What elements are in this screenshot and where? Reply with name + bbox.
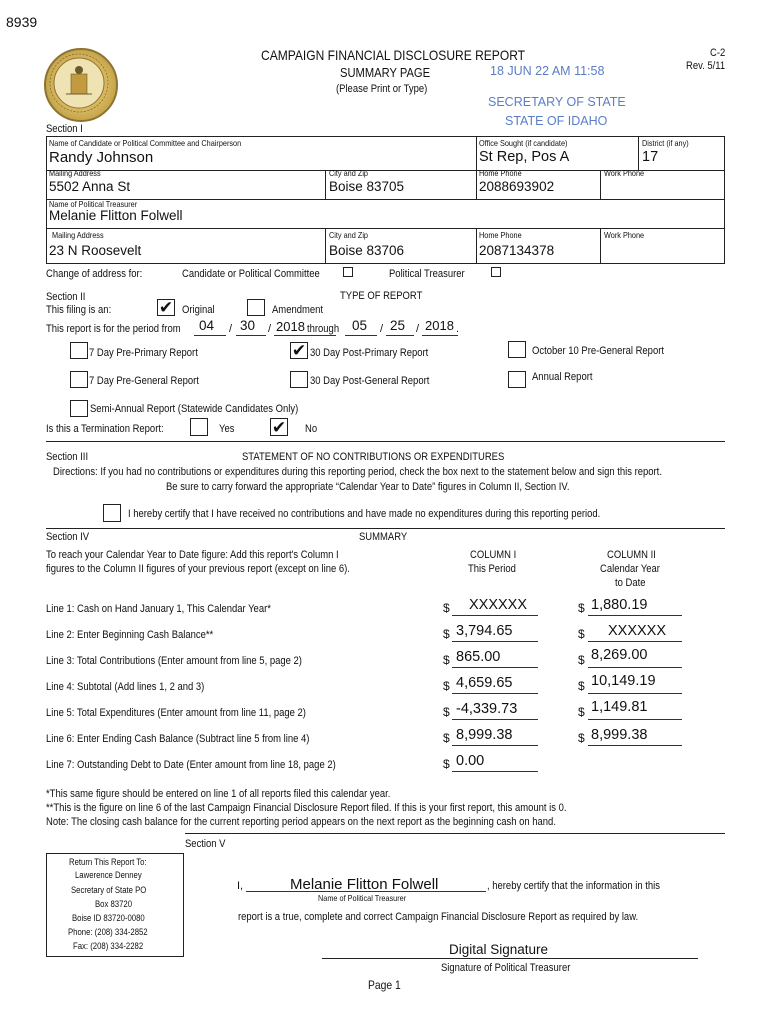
line-label: Line 4: Subtotal (Add lines 1, 2 and 3) (46, 681, 205, 693)
annual-report-checkbox[interactable] (508, 371, 526, 388)
no-contributions-checkbox[interactable] (103, 504, 121, 522)
home-phone-field[interactable]: 2088693902 (479, 179, 555, 194)
from-day-field[interactable]: 30 (240, 318, 256, 333)
certify-text-2: report is a true, complete and correct Campaign Financial Disclosure Report as required by law. (238, 911, 639, 923)
currency-symbol: $ (443, 757, 450, 771)
summary-intro-2: figures to the Column II figures of your previous report (except on line 6). (46, 563, 350, 575)
return-line: Lawerence Denney (75, 870, 142, 880)
currency-symbol: $ (578, 705, 585, 719)
column-2-heading: COLUMN II (607, 549, 656, 561)
change-candidate-checkbox[interactable] (343, 267, 353, 277)
print-instruction: (Please Print or Type) (336, 83, 428, 95)
post-primary-30day-checkbox[interactable] (290, 342, 308, 359)
period-label: This report is for the period from (46, 323, 181, 335)
page-number: Page 1 (368, 978, 401, 992)
line-4-col1-field[interactable]: 4,659.65 (456, 675, 513, 691)
pre-primary-7day-checkbox[interactable] (70, 342, 88, 359)
pre-general-7day-checkbox[interactable] (70, 371, 88, 388)
currency-symbol: $ (443, 653, 450, 667)
treasurer-home-phone-field[interactable]: 2087134378 (479, 243, 555, 258)
summary-intro-1: To reach your Calendar Year to Date figure: Add this report's Column I (46, 549, 339, 561)
treasurer-city-label: City and Zip (329, 230, 369, 240)
semi-annual-label: Semi-Annual Report (Statewide Candidates Only) (90, 403, 299, 415)
treasurer-mailing-field[interactable]: 23 N Roosevelt (49, 243, 142, 258)
column-2-subheading: Calendar Year (600, 563, 660, 575)
pre-primary-7day-label: 7 Day Pre-Primary Report (89, 347, 198, 359)
line-5-col2-field[interactable]: 1,149.81 (591, 699, 648, 715)
treasurer-home-phone-label: Home Phone (479, 230, 522, 240)
signature-caption: Signature of Political Treasurer (441, 962, 571, 974)
original-label: Original (182, 304, 215, 316)
closing-balance-note: Note: The closing cash balance for the current reporting period appears on the next report as the beginning cash on hand. (46, 816, 556, 828)
pre-general-7day-label: 7 Day Pre-General Report (89, 375, 199, 387)
certify-text-1: , hereby certify that the information in this (487, 880, 660, 892)
district-field[interactable]: 17 (642, 149, 659, 165)
return-address-box (46, 853, 184, 957)
return-fax: Fax: (208) 334-2282 (73, 941, 144, 951)
date-separator: / (268, 323, 272, 335)
line-5-col1-field[interactable]: -4,339.73 (456, 701, 518, 717)
check-mark-icon: ✔ (291, 341, 307, 360)
termination-label: Is this a Termination Report: (46, 423, 164, 435)
column-1-subheading: This Period (468, 563, 516, 575)
district-label: District (if any) (642, 138, 689, 148)
termination-yes-checkbox[interactable] (190, 418, 208, 436)
post-general-30day-checkbox[interactable] (290, 371, 308, 388)
currency-symbol: $ (443, 731, 450, 745)
currency-symbol: $ (578, 731, 585, 745)
date-separator: / (380, 323, 384, 335)
mailing-address-label: Mailing Address (49, 168, 101, 178)
line-label: Line 7: Outstanding Debt to Date (Enter amount from line 18, page 2) (46, 759, 336, 771)
directions-text-2: Be sure to carry forward the appropriate “Calendar Year to Date” figures in Column II, Section IV. (166, 481, 570, 493)
section-4-label: Section IV (46, 531, 90, 543)
return-heading: Return This Report To: (69, 857, 147, 867)
line-2-col2-field[interactable]: XXXXXX (608, 623, 667, 639)
treasurer-name-label: Name of Political Treasurer (49, 199, 138, 209)
from-month-field[interactable]: 04 (199, 318, 215, 333)
termination-no-checkbox[interactable] (270, 418, 288, 436)
section-3-label: Section III (46, 451, 89, 463)
termination-yes-label: Yes (219, 423, 235, 435)
change-treasurer-checkbox[interactable] (491, 267, 501, 277)
line-label: Line 5: Total Expenditures (Enter amount from line 11, page 2) (46, 707, 306, 719)
return-line: Secretary of State PO (71, 885, 147, 895)
october-pre-general-checkbox[interactable] (508, 341, 526, 358)
summary-heading: SUMMARY (359, 531, 408, 543)
received-date-stamp: 18 JUN 22 AM 11:58 (490, 64, 605, 78)
line-6-col2-field[interactable]: 8,999.38 (591, 727, 648, 743)
to-month-field[interactable]: 05 (352, 318, 368, 333)
treasurer-name-caption: Name of Political Treasurer (318, 893, 407, 903)
amendment-checkbox[interactable] (247, 299, 265, 316)
work-phone-label: Work Phone (604, 168, 645, 178)
city-zip-field[interactable]: Boise 83705 (329, 179, 405, 194)
type-of-report-heading: TYPE OF REPORT (340, 290, 423, 302)
section-5-label: Section V (185, 838, 226, 850)
line-2-col1-field[interactable]: 3,794.65 (456, 623, 513, 639)
section-2-label: Section II (46, 291, 86, 303)
no-contributions-statement: I hereby certify that I have received no contributions and have made no expenditures during this reporting period. (128, 508, 601, 520)
line-3-col1-field[interactable]: 865.00 (456, 649, 501, 665)
treasurer-work-phone-label: Work Phone (604, 230, 645, 240)
home-phone-label: Home Phone (479, 168, 522, 178)
currency-symbol: $ (443, 705, 450, 719)
line-3-col2-field[interactable]: 8,269.00 (591, 647, 648, 663)
change-candidate-label: Candidate or Political Committee (182, 268, 320, 280)
office-sought-field[interactable]: St Rep, Pos A (479, 149, 570, 165)
date-separator: / (229, 323, 233, 335)
line-label: Line 3: Total Contributions (Enter amount from line 5, page 2) (46, 655, 302, 667)
post-primary-30day-label: 30 Day Post-Primary Report (310, 347, 429, 359)
treasurer-name-field[interactable]: Melanie Flitton Folwell (49, 208, 183, 223)
filing-label: This filing is an: (46, 304, 112, 316)
check-mark-icon: ✔ (271, 418, 287, 437)
received-office-stamp: SECRETARY OF STATE (488, 95, 626, 109)
to-year-field[interactable]: 2018 (425, 318, 454, 333)
document-id: 8939 (6, 14, 38, 30)
treasurer-mailing-label: Mailing Address (52, 230, 104, 240)
column-2-subheading-2: to Date (615, 577, 646, 589)
change-treasurer-label: Political Treasurer (389, 268, 465, 280)
footnote-2: **This is the figure on line 6 of the last Campaign Financial Disclosure Report filed. If this is your first report, this amount is 0. (46, 802, 567, 814)
form-revision: Rev. 5/11 (686, 60, 726, 72)
directions-text-1: Directions: If you had no contributions or expenditures during this reporting period, check the box next to the statement below and sign this report. (53, 466, 662, 478)
annual-report-label: Annual Report (532, 371, 593, 383)
line-label: Line 6: Enter Ending Cash Balance (Subtract line 5 from line 4) (46, 733, 310, 745)
post-general-30day-label: 30 Day Post-General Report (310, 375, 430, 387)
original-checkbox[interactable] (157, 299, 175, 316)
currency-symbol: $ (578, 653, 585, 667)
currency-symbol: $ (578, 679, 585, 693)
digital-signature-field[interactable]: Digital Signature (449, 942, 549, 957)
column-1-heading: COLUMN I (470, 549, 517, 561)
section-1-label: Section I (46, 123, 83, 135)
currency-symbol: $ (443, 627, 450, 641)
return-line: Boise ID 83720-0080 (72, 913, 145, 923)
october-pre-general-label: October 10 Pre-General Report (532, 345, 664, 357)
certify-i-label: I, (237, 880, 244, 892)
amendment-label: Amendment (272, 304, 324, 316)
no-contributions-heading: STATEMENT OF NO CONTRIBUTIONS OR EXPENDITURES (242, 451, 505, 463)
check-mark-icon: ✔ (158, 298, 174, 317)
city-zip-label: City and Zip (329, 168, 369, 178)
candidate-name-label: Name of Candidate or Political Committee and Chairperson (49, 138, 242, 148)
treasurer-certify-name-field[interactable]: Melanie Flitton Folwell (290, 876, 439, 893)
through-label: through (307, 323, 340, 335)
line-label: Line 2: Enter Beginning Cash Balance** (46, 629, 214, 641)
currency-symbol: $ (578, 627, 585, 641)
form-subtitle: SUMMARY PAGE (340, 65, 431, 80)
line-label: Line 1: Cash on Hand January 1, This Calendar Year* (46, 603, 271, 615)
change-address-label: Change of address for: (46, 268, 143, 280)
line-1-col2-field[interactable]: 1,880.19 (591, 597, 648, 613)
termination-no-label: No (305, 423, 318, 435)
from-year-field[interactable]: 2018 (276, 319, 305, 334)
form-code: C-2 (710, 47, 726, 59)
return-phone: Phone: (208) 334-2852 (68, 927, 148, 937)
return-line: Box 83720 (95, 899, 133, 909)
line-7-col1-field[interactable]: 0.00 (456, 753, 485, 769)
treasurer-city-field[interactable]: Boise 83706 (329, 243, 405, 258)
received-state-stamp: STATE OF IDAHO (505, 114, 608, 128)
to-day-field[interactable]: 25 (390, 318, 406, 333)
line-4-col2-field[interactable]: 10,149.19 (591, 673, 656, 689)
form-title: CAMPAIGN FINANCIAL DISCLOSURE REPORT (261, 47, 526, 63)
currency-symbol: $ (443, 601, 450, 615)
currency-symbol: $ (578, 601, 585, 615)
mailing-address-field[interactable]: 5502 Anna St (49, 179, 131, 194)
candidate-name-field[interactable]: Randy Johnson (49, 149, 154, 166)
office-sought-label: Office Sought (if candidate) (479, 138, 568, 148)
currency-symbol: $ (443, 679, 450, 693)
semi-annual-checkbox[interactable] (70, 400, 88, 417)
idaho-state-seal (44, 48, 118, 122)
line-1-col1-field[interactable]: XXXXXX (469, 597, 528, 613)
line-6-col1-field[interactable]: 8,999.38 (456, 727, 513, 743)
date-separator: / (416, 323, 420, 335)
footnote-1: *This same figure should be entered on line 1 of all reports filed this calendar year. (46, 788, 391, 800)
period-end-mark: . (456, 323, 460, 335)
